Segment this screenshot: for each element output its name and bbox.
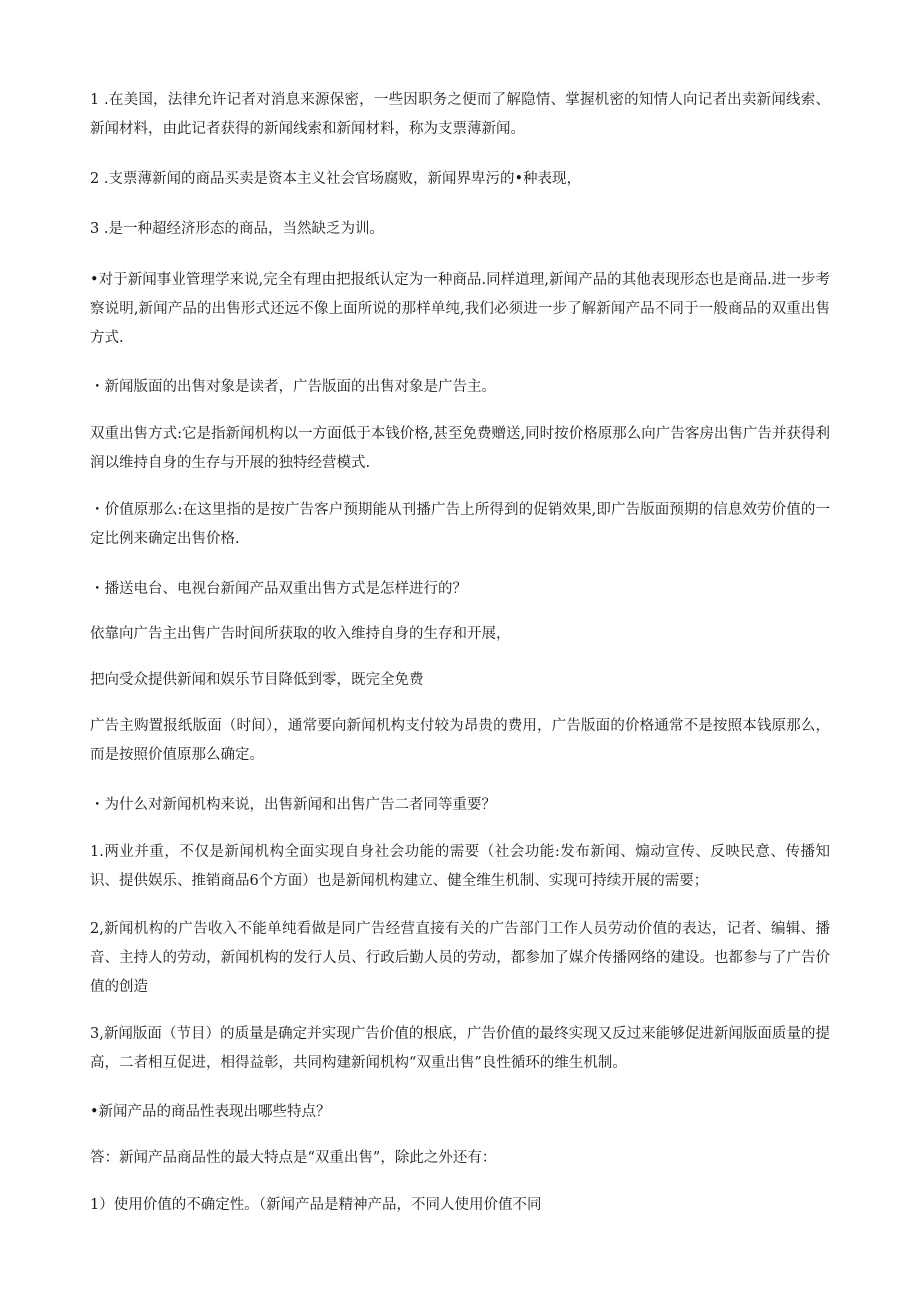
paragraph-14: 2,新闻机构的广告收入不能单纯看做是同广告经营直接有关的广告部门工作人员劳动价值的表达，记者、编辑、播音、主持人的劳动，新闻机构的发行人员、行政后勤人员的劳动，都参加了媒介传播网络的建设。也都参与了广告价值的创造 <box>90 921 830 995</box>
paragraph-15: 3,新闻版面（节目）的质量是确定并实现广告价值的根底，广告价值的最终实现又反过来能够促进新闻版面质量的提高，二者相互促进，相得益彰，共同构建新闻机构“双重出售”良性循环的维生机制。 <box>90 1026 830 1071</box>
paragraph-9: 依靠向广告主出售广告时间所获取的收入维持自身的生存和开展， <box>90 626 511 642</box>
paragraph-17: 答：新闻产品商品性的最大特点是“双重出售”，除此之外还有： <box>90 1150 497 1166</box>
paragraph-10: 把向受众提供新闻和娱乐节目降低到零，既完全免费 <box>90 672 424 688</box>
paragraph-5: ・新闻版面的出售对象是读者，广告版面的出售对象是广告主。 <box>90 379 496 395</box>
paragraph-4: •对于新闻事业管理学来说,完全有理由把报纸认定为一种商品.同样道理,新闻产品的其他表现形态也是商品.进一步考察说明,新闻产品的出售形式还远不像上面所说的那样单纯,我们必须进一步了解新闻产品不同于一般商品的双重出售方式. <box>90 272 830 346</box>
paragraph-12: ・为什么对新闻机构来说，出售新闻和出售广告二者同等重要？ <box>90 797 496 813</box>
paragraph-18: 1）使用价值的不确定性。（新闻产品是精神产品，不同人使用价值不同 <box>90 1197 542 1213</box>
paragraph-8: ・播送电台、电视台新闻产品双重出售方式是怎样进行的？ <box>90 581 467 597</box>
paragraph-16: •新闻产品的商品性表现出哪些特点？ <box>90 1104 331 1120</box>
paragraph-7: ・价值原那么:在这里指的是按广告客户预期能从刊播广告上所得到的促销效果,即广告版面预期的信息效劳价值的一定比例来确定出售价格. <box>90 502 830 547</box>
document-body <box>90 86 830 1220</box>
paragraph-6: 双重出售方式:它是指新闻机构以一方面低于本钱价格,甚至免费赠送,同时按价格原那么向广告客房出售广告并获得利润以维持自身的生存与开展的独特经营模式. <box>90 426 830 471</box>
paragraph-3: 3 .是一种超经济形态的商品，当然缺乏为训。 <box>90 221 384 237</box>
paragraph-11: 广告主购置报纸版面（时间），通常要向新闻机构支付较为昂贵的费用，广告版面的价格通常不是按照本钱原那么，而是按照价值原那么确定。 <box>90 718 830 763</box>
paragraph-1: 1 .在美国，法律允许记者对消息来源保密，一些因职务之便而了解隐情、掌握机密的知情人向记者出卖新闻线索、新闻材料，由此记者获得的新闻线索和新闻材料，称为支票薄新闻。 <box>90 92 830 137</box>
paragraph-13: 1.两业并重，不仅是新闻机构全面实现自身社会功能的需要（社会功能:发布新闻、煽动宣传、反映民意、传播知识、提供娱乐、推销商品6个方面）也是新闻机构建立、健全维生机制、实现可持续开展的需要； <box>90 844 830 889</box>
paragraph-2: 2 .支票薄新闻的商品买卖是资本主义社会官场腐败，新闻界卑污的•种表现， <box>90 171 581 187</box>
